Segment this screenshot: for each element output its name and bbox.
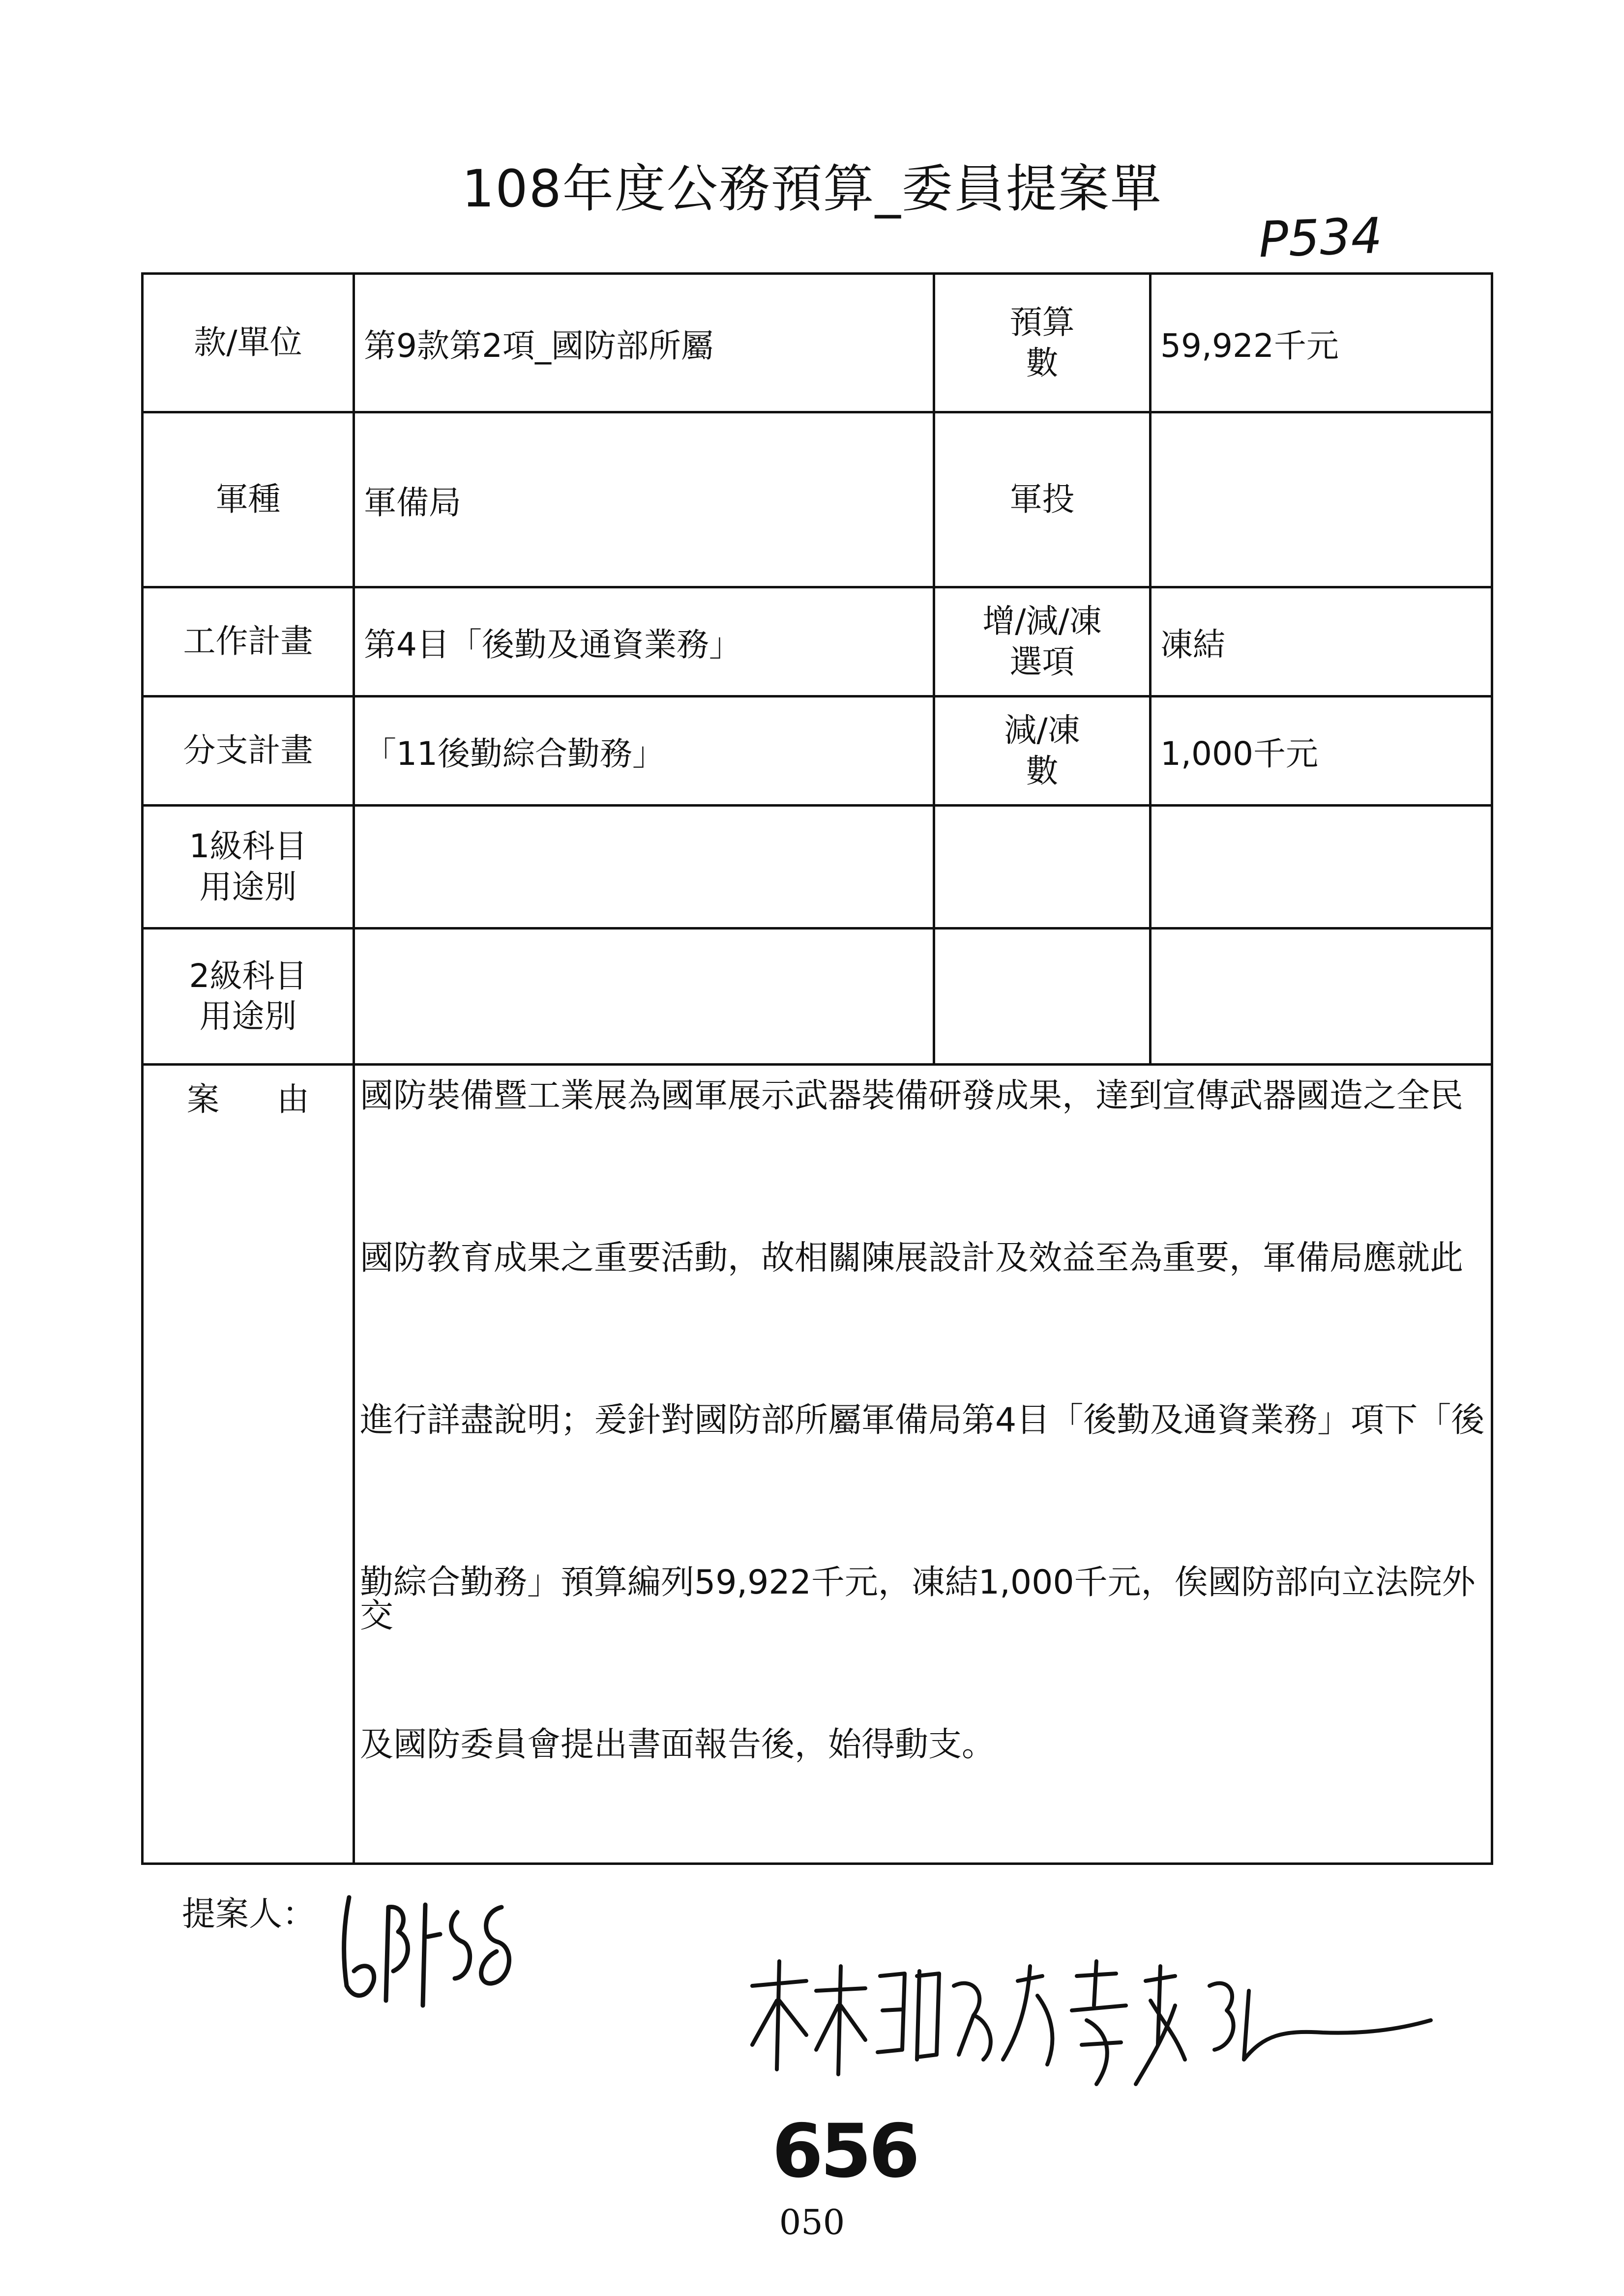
- value-level2-subject: [354, 929, 934, 1065]
- label-budget-amount: [934, 274, 1151, 412]
- label-reason-char2: 由: [277, 1080, 309, 1118]
- label-level1-subject-line1: 1級科目: [189, 827, 307, 865]
- label-level1-subject-line2: 用途別: [199, 868, 297, 906]
- row-branch-plan: [143, 697, 1492, 806]
- reason-line: 國防教育成果之重要活動，故相關陳展設計及效益至為重要，軍備局應就此: [360, 1239, 1464, 1278]
- reason-line: 國防裝備暨工業展為國軍展示武器裝備研發成果，達到宣傳武器國造之全民: [360, 1076, 1464, 1115]
- label-section-unit: 款/單位: [143, 274, 354, 412]
- value-military-investment: [1151, 412, 1492, 587]
- empty-cell: [1151, 929, 1492, 1065]
- label-budget-amount-line1: 預算: [1009, 303, 1075, 341]
- value-section-unit: 第9款第2項_國防部所屬: [354, 274, 934, 412]
- handwritten-stamp-number: 656: [772, 2109, 917, 2194]
- reason-text: [354, 1065, 1492, 1864]
- empty-cell: [934, 929, 1151, 1065]
- reason-line: 進行詳盡說明；爰針對國防部所屬軍備局第4目「後勤及通資業務」項下「後: [360, 1401, 1485, 1440]
- value-reduce-freeze-amount: 1,000千元: [1151, 697, 1492, 806]
- label-adjust-option-line1: 增/減/凍: [982, 602, 1102, 640]
- label-military-investment: 軍投: [934, 412, 1151, 587]
- row-reason: [143, 1065, 1492, 1864]
- page-title: 108年度公務預算_委員提案單: [462, 159, 1162, 219]
- row-level2-subject: [143, 929, 1492, 1065]
- label-reduce-freeze-amount-line2: 數: [1026, 752, 1059, 790]
- value-adjust-option: 凍結: [1151, 587, 1492, 697]
- value-level1-subject: [354, 806, 934, 929]
- label-level1-subject: [143, 806, 354, 929]
- row-level1-subject: [143, 806, 1492, 929]
- label-adjust-option: [934, 587, 1151, 697]
- label-reason-char1: 案: [187, 1080, 219, 1118]
- label-reduce-freeze-amount: [934, 697, 1151, 806]
- label-level2-subject: [143, 929, 354, 1065]
- proposer-label: 提案人：: [182, 1895, 316, 1934]
- proposal-form-table: [141, 272, 1493, 1865]
- page-number: 050: [779, 2202, 845, 2242]
- proposer-signature-1: [334, 1878, 561, 2025]
- proposer-signature-2: [742, 1947, 1441, 2114]
- handwritten-doc-code: P534: [1258, 206, 1384, 269]
- label-reason: [143, 1065, 354, 1864]
- value-branch-plan: 「11後勤綜合勤務」: [354, 697, 934, 806]
- empty-cell: [1151, 806, 1492, 929]
- row-service-branch: [143, 412, 1492, 587]
- label-adjust-option-line2: 選項: [1009, 642, 1075, 681]
- label-service-branch: 軍種: [143, 412, 354, 587]
- label-level2-subject-line2: 用途別: [199, 997, 297, 1035]
- label-work-plan: 工作計畫: [143, 587, 354, 697]
- label-budget-amount-line2: 數: [1026, 344, 1059, 382]
- row-section-unit: [143, 274, 1492, 412]
- empty-cell: [934, 806, 1151, 929]
- row-work-plan: [143, 587, 1492, 697]
- reason-line: 勤綜合勤務」預算編列59,922千元，凍結1,000千元，俟國防部向立法院外交: [360, 1563, 1476, 1635]
- label-level2-subject-line1: 2級科目: [189, 957, 307, 995]
- reason-line: 及國防委員會提出書面報告後，始得動支。: [360, 1725, 996, 1764]
- value-service-branch: 軍備局: [354, 412, 934, 587]
- label-reduce-freeze-amount-line1: 減/凍: [1004, 711, 1080, 749]
- value-work-plan: 第4目「後勤及通資業務」: [354, 587, 934, 697]
- label-branch-plan: 分支計畫: [143, 697, 354, 806]
- value-budget-amount: 59,922千元: [1151, 274, 1492, 412]
